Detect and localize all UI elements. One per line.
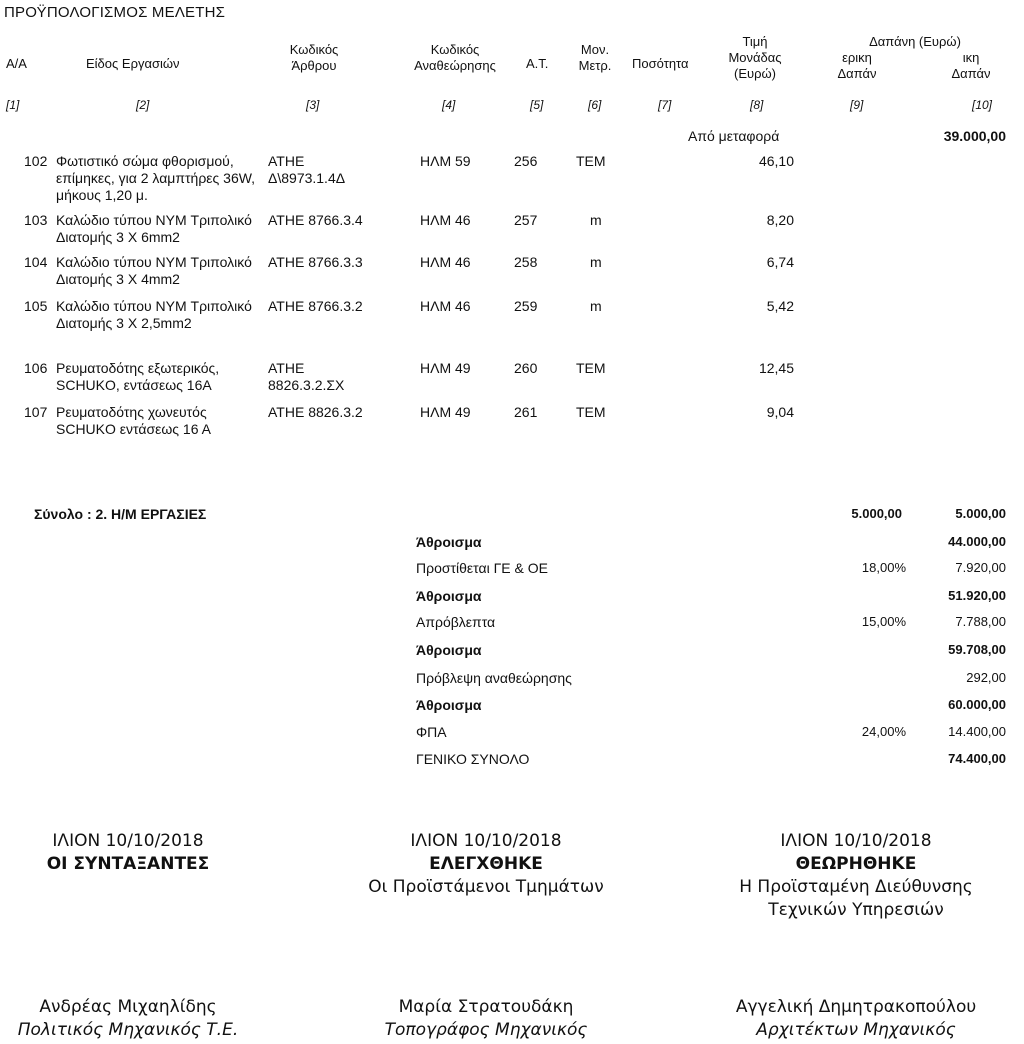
row-unit: ΤΕΜ (576, 360, 606, 376)
document-title: ΠΡΟΫΠΟΛΟΓΙΣΜΟΣ ΜΕΛΕΤΗΣ (4, 4, 226, 21)
signature-person-checked (346, 996, 626, 1042)
row-aa: 102 (24, 153, 48, 169)
signature-title: Αρχιτέκτων Μηχανικός (756, 1020, 956, 1040)
signature-name: Ανδρέας Μιχαηλίδης (39, 997, 217, 1017)
summary-pct: 15,00% (861, 614, 906, 629)
row-aa: 103 (24, 212, 48, 228)
signature-name: Αγγελική Δημητρακοπούλου (735, 997, 977, 1017)
summary-value: 14.400,00 (948, 724, 1006, 739)
col-header-merikh-line2: Δαπάν (837, 66, 877, 81)
row-unit: m (590, 212, 602, 228)
row-description: Φωτιστικό σώμα φθορισμού, επίμηκες, για 2 λαμπτήρες 36W, μήκους 1,20 μ. (56, 153, 256, 203)
signature-status: ΟΙ ΣΥΝΤΑΞΑΝΤΕΣ (46, 854, 210, 874)
row-code-line1: ΑΤΗΕ 8766.3.2 (268, 298, 363, 314)
col-header-timi-line3: (Ευρώ) (734, 66, 776, 81)
row-aa: 107 (24, 404, 48, 420)
row-revision-code: ΗΛΜ 46 (420, 298, 471, 314)
col-number-1: [1] (6, 98, 20, 112)
row-aa: 105 (24, 298, 48, 314)
col-header-olikh-line1: ικη (962, 50, 980, 65)
signature-status: ΕΛΕΓΧΘΗΚΕ (429, 854, 543, 874)
col-header-kodikos-anath-line2: Αναθεώρησης (414, 58, 496, 73)
row-description: Καλώδιο τύπου NYM Τριπολικό Διατομής 3 Χ 2,5mm2 (56, 298, 252, 331)
summary-value: 74.400,00 (948, 751, 1006, 766)
signature-name: Μαρία Στρατουδάκη (398, 997, 574, 1017)
col-header-kodikos-arthrou (272, 42, 356, 74)
summary-pct: 18,00% (861, 560, 906, 575)
col-number-9: [9] (850, 98, 864, 112)
row-code-line1: ΑΤΗΕ (268, 153, 305, 169)
col-number-10: [10] (972, 98, 993, 112)
row-aa: 104 (24, 254, 48, 270)
col-header-kodikos-arthrou-line2: Άρθρου (291, 58, 337, 73)
summary-value: 292,00 (966, 670, 1006, 685)
row-revision-code: ΗΛΜ 46 (420, 254, 471, 270)
row-code-line1: ΑΤΗΕ 8766.3.3 (268, 254, 363, 270)
row-unit-price: 46,10 (758, 153, 794, 169)
row-at: 261 (514, 404, 538, 420)
row-revision-code: ΗΛΜ 49 (420, 360, 471, 376)
col-header-timi (716, 34, 794, 82)
summary-label: ΦΠΑ (416, 724, 447, 740)
row-at: 258 (514, 254, 538, 270)
row-unit: m (590, 254, 602, 270)
row-aa: 106 (24, 360, 48, 376)
col-header-merikh-line1: ερικη (842, 50, 872, 65)
col-header-mon-line2: Μετρ. (578, 58, 612, 73)
signature-block-checked (346, 830, 626, 899)
group-total-partial: 5.000,00 (851, 506, 902, 521)
row-description: Ρευματοδότης χωνευτός SCHUKO εντάσεως 16 Α (56, 404, 211, 437)
summary-value: 7.788,00 (955, 614, 1006, 629)
col-header-merikh (822, 50, 892, 82)
col-header-posotita: Ποσότητα (632, 56, 689, 71)
summary-value: 60.000,00 (948, 697, 1006, 712)
row-unit-price: 12,45 (758, 360, 794, 376)
summary-pct: 24,00% (861, 724, 906, 739)
signature-block-approved (706, 830, 1006, 922)
row-code-line1: ΑΤΗΕ 8766.3.4 (268, 212, 363, 228)
signature-block-authors (8, 830, 248, 876)
signature-title: Πολιτικός Μηχανικός Τ.Ε. (17, 1020, 239, 1040)
col-number-2: [2] (136, 98, 150, 112)
row-description: Καλώδιο τύπου NYM Τριπολικό Διατομής 3 Χ 6mm2 (56, 212, 252, 245)
signature-person-authors (8, 996, 248, 1042)
col-number-3: [3] (306, 98, 320, 112)
row-at: 256 (514, 153, 538, 169)
signature-person-approved (706, 996, 1006, 1042)
signature-role: Οι Προϊστάμενοι Τμημάτων (368, 877, 604, 897)
signature-title: Τοπογράφος Μηχανικός (384, 1020, 588, 1040)
col-header-at: Α.Τ. (526, 56, 549, 71)
col-header-timi-line1: Τιμή (742, 34, 768, 49)
signature-role-line2: Τεχνικών Υπηρεσιών (768, 900, 944, 920)
col-header-kodikos-arthrou-line1: Κωδικός (289, 42, 339, 57)
row-revision-code: ΗΛΜ 46 (420, 212, 471, 228)
summary-label: Προστίθεται ΓΕ & ΟΕ (416, 560, 548, 576)
row-code-line1: ΑΤΗΕ (268, 360, 305, 376)
col-header-timi-line2: Μονάδας (728, 50, 782, 65)
summary-label: Απρόβλεπτα (416, 614, 496, 630)
row-unit-price: 9,04 (766, 404, 794, 420)
col-header-aa: Α/Α (6, 56, 27, 71)
row-at: 259 (514, 298, 538, 314)
summary-value: 51.920,00 (948, 588, 1006, 603)
col-header-eidos: Είδος Εργασιών (86, 56, 180, 71)
row-at: 260 (514, 360, 538, 376)
col-header-kodikos-anath-line1: Κωδικός (430, 42, 480, 57)
summary-label: Άθροισμα (416, 697, 482, 713)
carry-over-label: Από μεταφορά (688, 128, 780, 144)
row-unit-price: 6,74 (766, 254, 794, 270)
col-number-4: [4] (442, 98, 456, 112)
row-at: 257 (514, 212, 538, 228)
col-number-5: [5] (530, 98, 544, 112)
group-total-total: 5.000,00 (955, 506, 1006, 521)
signature-place-date: ΙΛΙΟΝ 10/10/2018 (52, 831, 204, 851)
summary-label: Πρόβλεψη αναθεώρησης (416, 670, 572, 686)
row-unit: m (590, 298, 602, 314)
row-description: Καλώδιο τύπου NYM Τριπολικό Διατομής 3 Χ 4mm2 (56, 254, 252, 287)
col-header-mon-line1: Μον. (580, 42, 610, 57)
row-unit: ΤΕΜ (576, 404, 606, 420)
col-header-mon (574, 42, 616, 74)
signature-place-date: ΙΛΙΟΝ 10/10/2018 (780, 831, 932, 851)
col-header-olikh-line2: Δαπάν (951, 66, 991, 81)
summary-label: ΓΕΝΙΚΟ ΣΥΝΟΛΟ (416, 751, 530, 767)
col-header-olikh (936, 50, 1006, 82)
group-total-label: Σύνολο : 2. Η/Μ ΕΡΓΑΣΙΕΣ (34, 506, 207, 522)
summary-label: Άθροισμα (416, 588, 482, 604)
row-code-line2: 8826.3.2.ΣΧ (268, 377, 345, 393)
summary-value: 44.000,00 (948, 534, 1006, 549)
col-header-kodikos-anatheorisis (404, 42, 506, 74)
col-number-6: [6] (588, 98, 602, 112)
summary-label: Άθροισμα (416, 642, 482, 658)
carry-over-value: 39.000,00 (943, 128, 1006, 144)
signature-status: ΘΕΩΡΗΘΗΚΕ (795, 854, 917, 874)
row-revision-code: ΗΛΜ 49 (420, 404, 471, 420)
summary-label: Άθροισμα (416, 534, 482, 550)
signature-place-date: ΙΛΙΟΝ 10/10/2018 (410, 831, 562, 851)
col-number-8: [8] (750, 98, 764, 112)
col-header-dapani: Δαπάνη (Ευρώ) (869, 34, 961, 49)
summary-value: 59.708,00 (948, 642, 1006, 657)
row-code-line1: ΑΤΗΕ 8826.3.2 (268, 404, 363, 420)
row-unit-price: 5,42 (766, 298, 794, 314)
summary-value: 7.920,00 (955, 560, 1006, 575)
row-description: Ρευματοδότης εξωτερικός, SCHUKO, εντάσεως 16Α (56, 360, 220, 393)
row-unit-price: 8,20 (766, 212, 794, 228)
row-revision-code: ΗΛΜ 59 (420, 153, 471, 169)
col-number-7: [7] (658, 98, 672, 112)
signature-role: Η Προϊσταμένη Διεύθυνσης (739, 877, 973, 897)
row-code-line2: Δ\8973.1.4Δ (268, 170, 346, 186)
row-unit: ΤΕΜ (576, 153, 606, 169)
